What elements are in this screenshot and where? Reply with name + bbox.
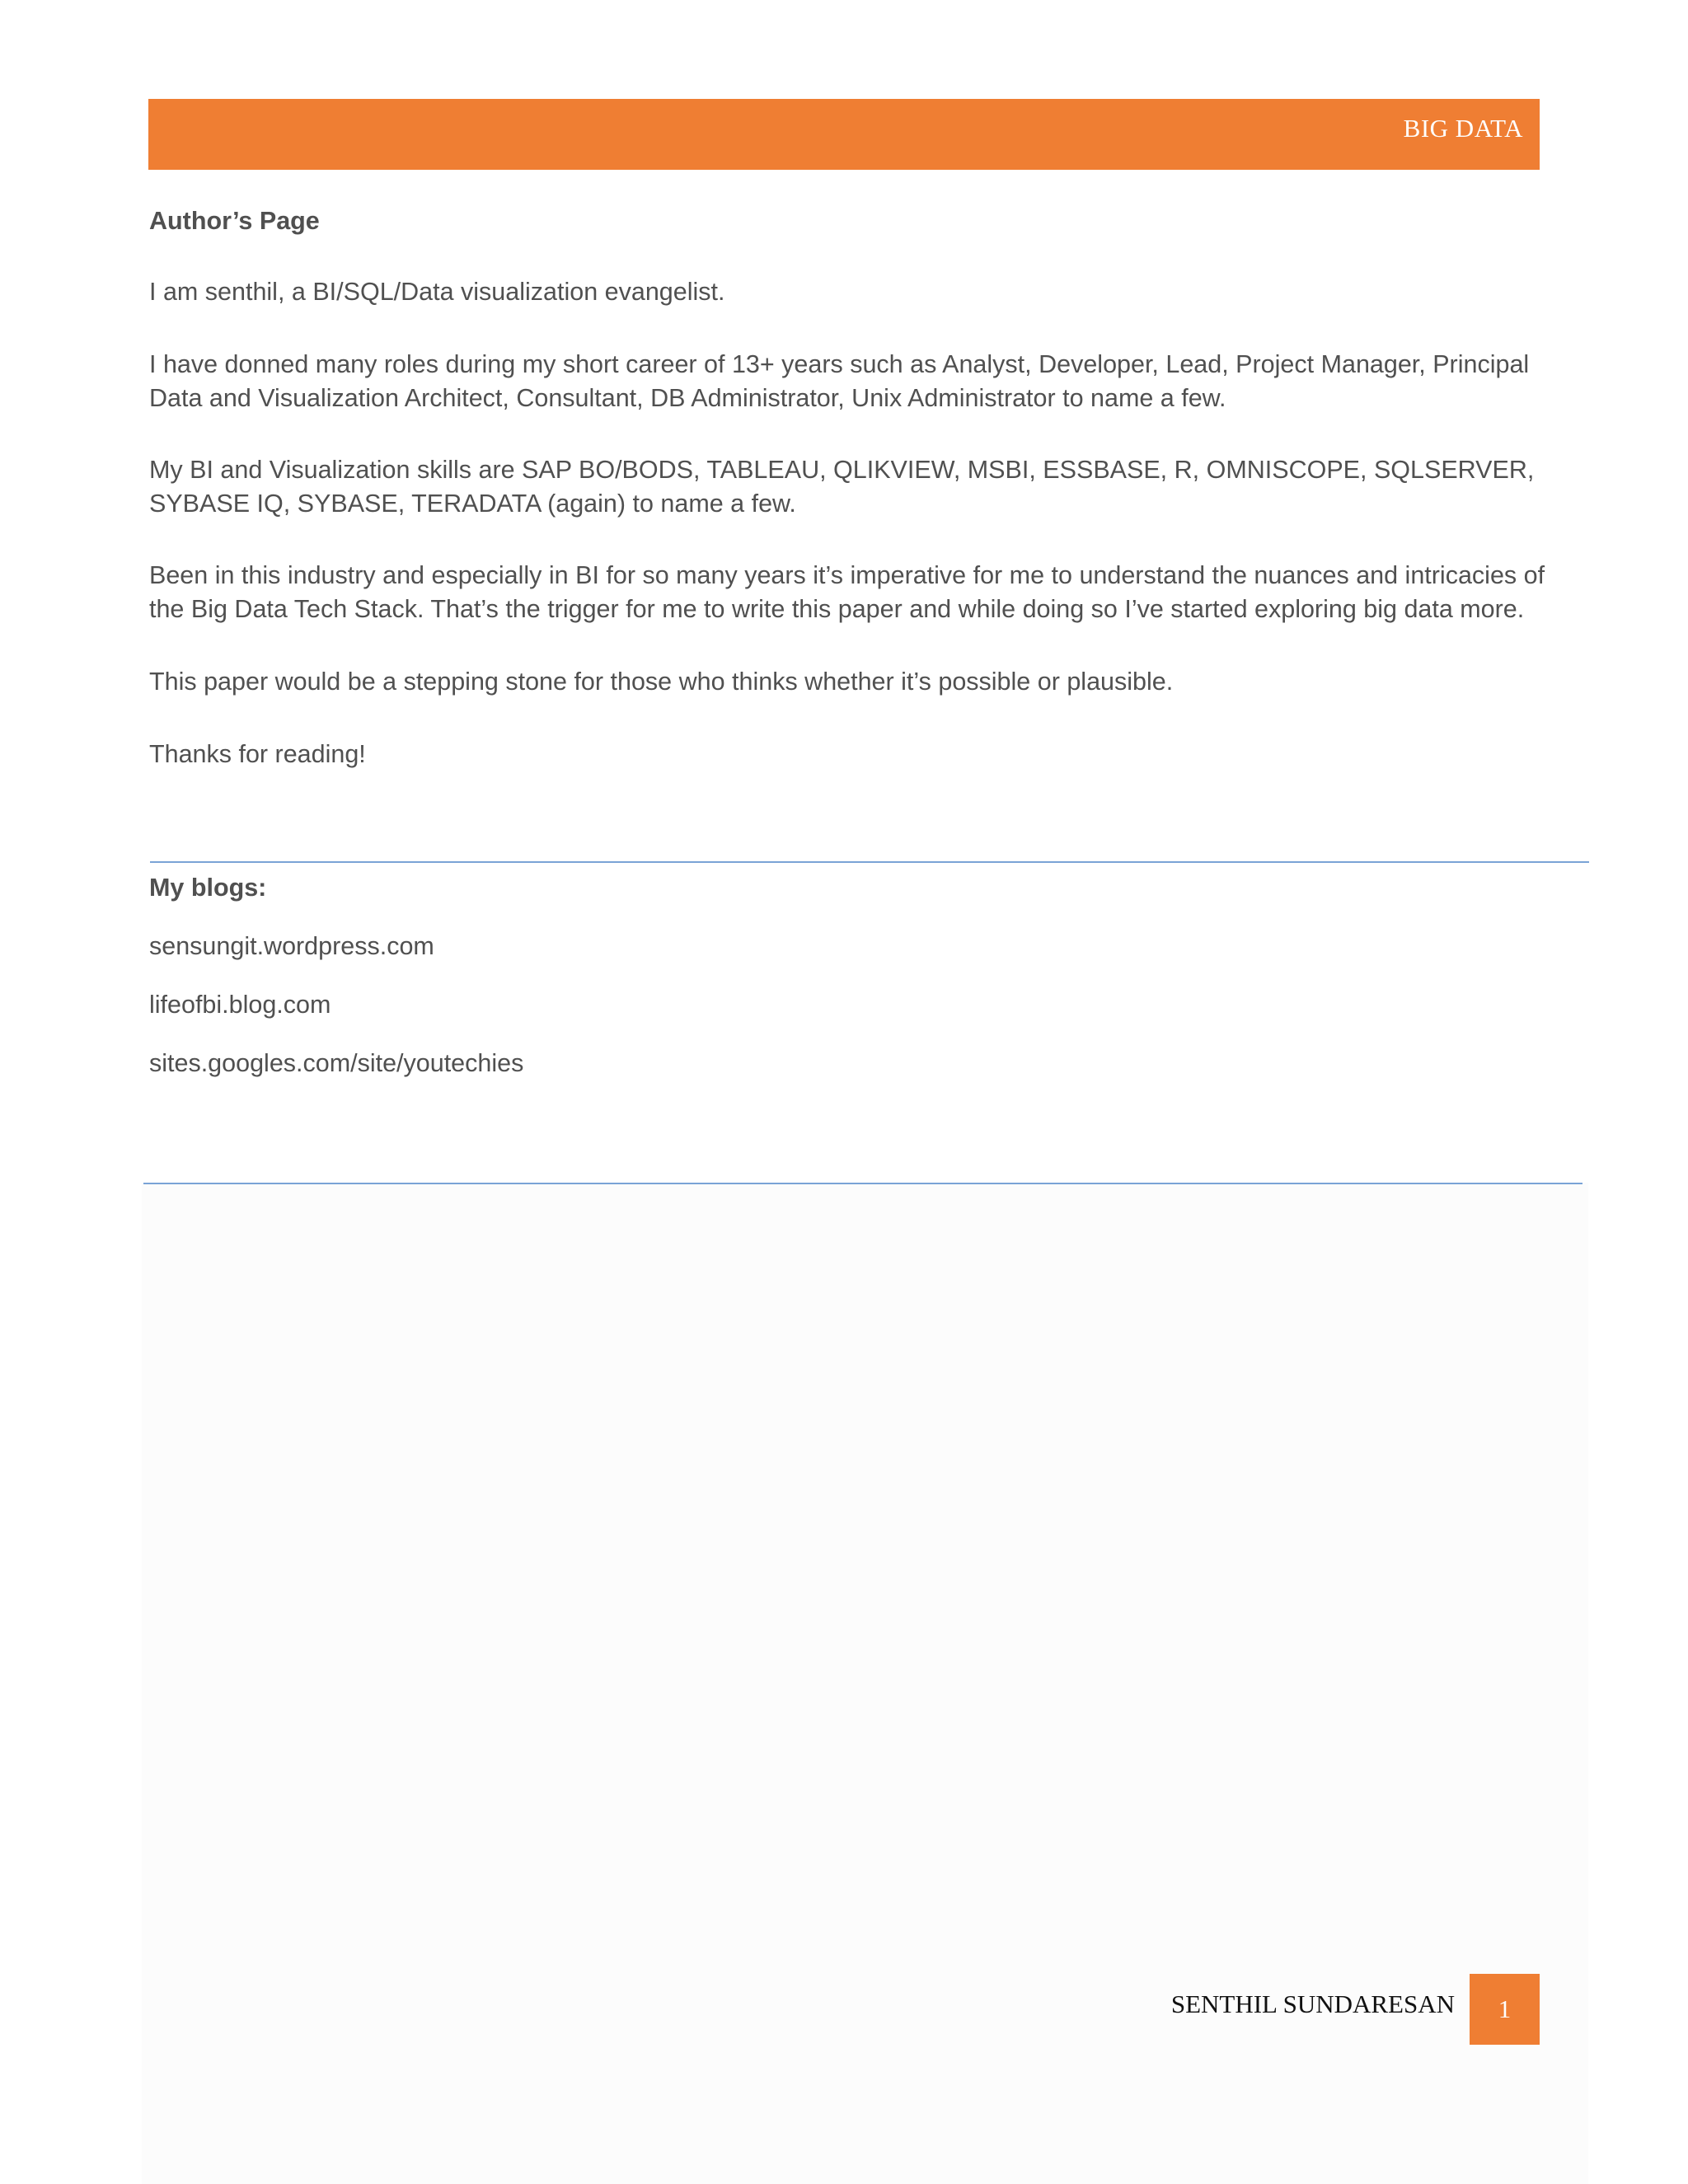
blogs-heading: My blogs:	[149, 874, 267, 902]
blog-link-wordpress[interactable]: sensungit.wordpress.com	[149, 932, 434, 960]
footer-author: SENTHIL SUNDARESAN	[1170, 1990, 1455, 2018]
author-page-content	[149, 204, 1546, 1080]
page-number: 1	[1498, 1994, 1512, 2023]
section-divider-top	[150, 861, 1589, 863]
section-divider-bottom	[143, 1183, 1582, 1184]
page-background	[142, 1183, 1588, 2184]
author-page-heading: Author’s Page	[149, 207, 320, 235]
skills-paragraph: My BI and Visualization skills are SAP BO/BODS, TABLEAU, QLIKVIEW, MSBI, ESSBASE, R, OMNISCOPE, SQLSERVER, SYBASE IQ, SYBASE, TERADATA (again) to name a few.	[149, 456, 1535, 518]
motivation-paragraph: Been in this industry and especially in BI for so many years it’s imperative for me to understand the nuances and intricacies of the Big Data Tech Stack. That’s the trigger for me to write this paper and while doing so I’ve started exploring big data more.	[149, 561, 1545, 623]
roles-paragraph: I have donned many roles during my short career of 13+ years such as Analyst, Developer, Lead, Project Manager, Principal Data and Visualization Architect, Consultant, DB Administrator, Unix Administrator to name a few.	[149, 350, 1530, 412]
purpose-paragraph: This paper would be a stepping stone for those who thinks whether it’s possible or plausible.	[149, 668, 1174, 696]
blog-link-youtechies[interactable]: sites.googles.com/site/youtechies	[149, 1049, 524, 1077]
intro-paragraph: I am senthil, a BI/SQL/Data visualization evangelist.	[149, 278, 725, 306]
header-title: BIG DATA	[1403, 114, 1523, 143]
thanks-paragraph: Thanks for reading!	[149, 740, 366, 768]
page-number-box	[1470, 1974, 1540, 2045]
header-bar	[148, 99, 1540, 170]
blog-link-lifeofbi[interactable]: lifeofbi.blog.com	[149, 991, 331, 1019]
